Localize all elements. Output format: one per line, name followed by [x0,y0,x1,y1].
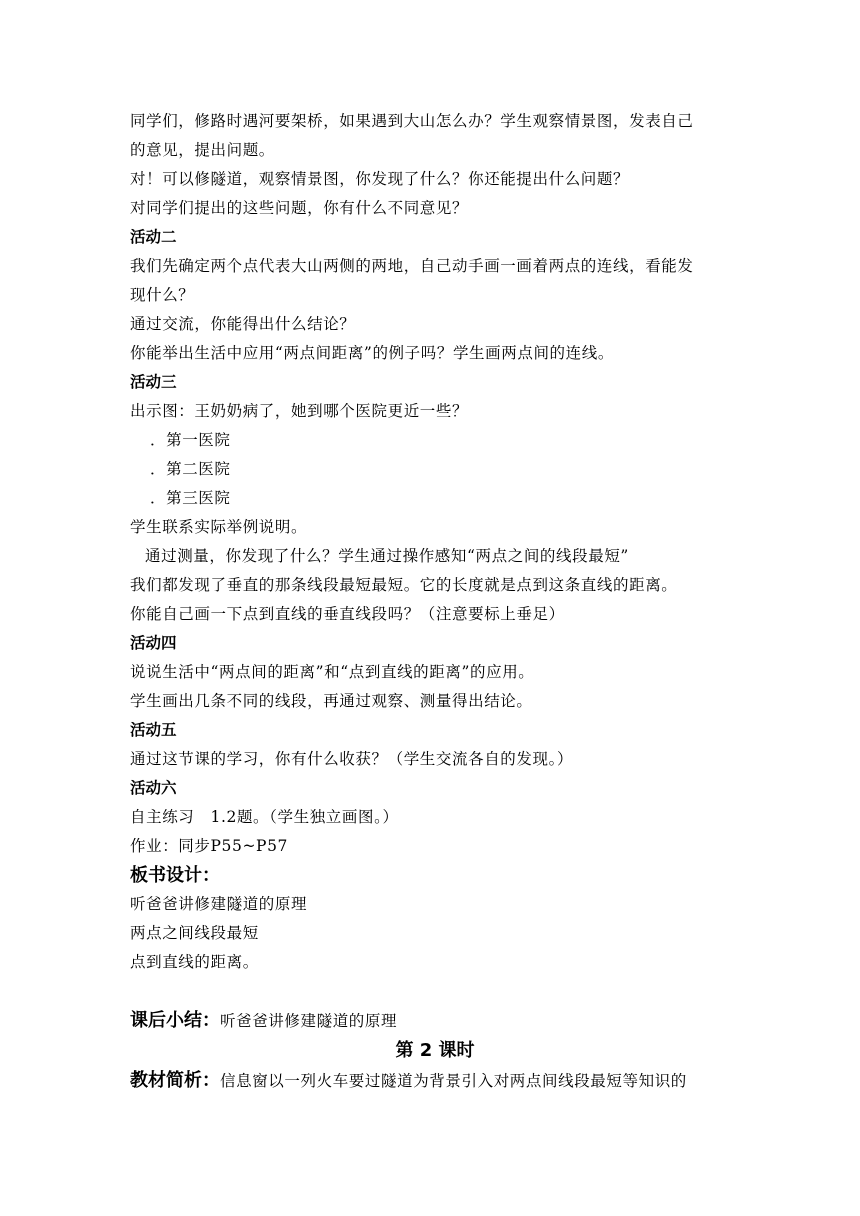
lesson-2-title: 第 2 课时 [395,1040,475,1061]
board-design-heading: 板书设计： [130,865,220,886]
document-body [130,107,740,1096]
activity-3-heading: 活动三 [130,373,177,391]
blank-line [130,977,740,1006]
paragraph-line: 出示图：王奶奶病了，她到哪个医院更近一些？ [130,402,469,420]
paragraph-line: 我们都发现了垂直的那条线段最短最短。它的长度就是点到这条直线的距离。 [130,576,678,594]
paragraph-line: 我们先确定两个点代表大山两侧的两地，自己动手画一画着两点的连线，看能发 [130,257,694,275]
paragraph-line: 通过交流，你能得出什么结论？ [130,315,356,333]
paragraph-line: 学生画出几条不同的线段，再通过观察、测量得出结论。 [130,692,533,710]
paragraph-line: 同学们，修路时遇河要架桥，如果遇到大山怎么办？学生观察情景图，发表自己 [130,112,694,130]
paragraph-line: 你能举出生活中应用“两点间距离”的例子吗？学生画两点间的连线。 [130,344,614,362]
hospital-list-item: ．第二医院 [150,460,231,478]
activity-4-heading: 活动四 [130,634,177,652]
hospital-list-item: ．第三医院 [150,489,231,507]
paragraph-line: 自主练习 1.2题。（学生独立画图。） [130,808,399,826]
paragraph-line: 对同学们提出的这些问题，你有什么不同意见？ [130,199,469,217]
paragraph-line: 你能自己画一下点到直线的垂直线段吗？（注意要标上垂足） [130,605,565,623]
summary-label: 课后小结： [130,1010,220,1031]
activity-2-heading: 活动二 [130,228,177,246]
summary-text: 听爸爸讲修建隧道的原理 [220,1012,398,1030]
paragraph-line: 对！可以修隧道，观察情景图，你发现了什么？你还能提出什么问题？ [130,170,630,188]
analysis-text: 信息窗以一列火车要过隧道为背景引入对两点间线段最短等知识的 [220,1072,687,1090]
paragraph-line: 学生联系实际举例说明。 [130,518,308,536]
paragraph-line: 说说生活中“两点间的距离”和“点到直线的距离”的应用。 [130,663,535,681]
board-line: 点到直线的距离。 [130,953,259,971]
paragraph-line: 通过这节课的学习，你有什么收获？（学生交流各自的发现。） [130,750,574,768]
board-line: 听爸爸讲修建隧道的原理 [130,895,308,913]
summary-line [130,1006,740,1036]
paragraph-line: 的意见，提出问题。 [130,141,275,159]
activity-5-heading: 活动五 [130,721,177,739]
board-line: 两点之间线段最短 [130,924,259,942]
paragraph-line: 现什么？ [130,286,195,304]
paragraph-line: 通过测量，你发现了什么？学生通过操作感知“两点之间的线段最短” [145,547,629,565]
analysis-line [130,1066,740,1096]
analysis-label: 教材简析： [130,1070,220,1091]
paragraph-line: 作业：同步P55~P57 [130,837,288,855]
hospital-list-item: ．第一医院 [150,431,231,449]
activity-6-heading: 活动六 [130,779,177,797]
